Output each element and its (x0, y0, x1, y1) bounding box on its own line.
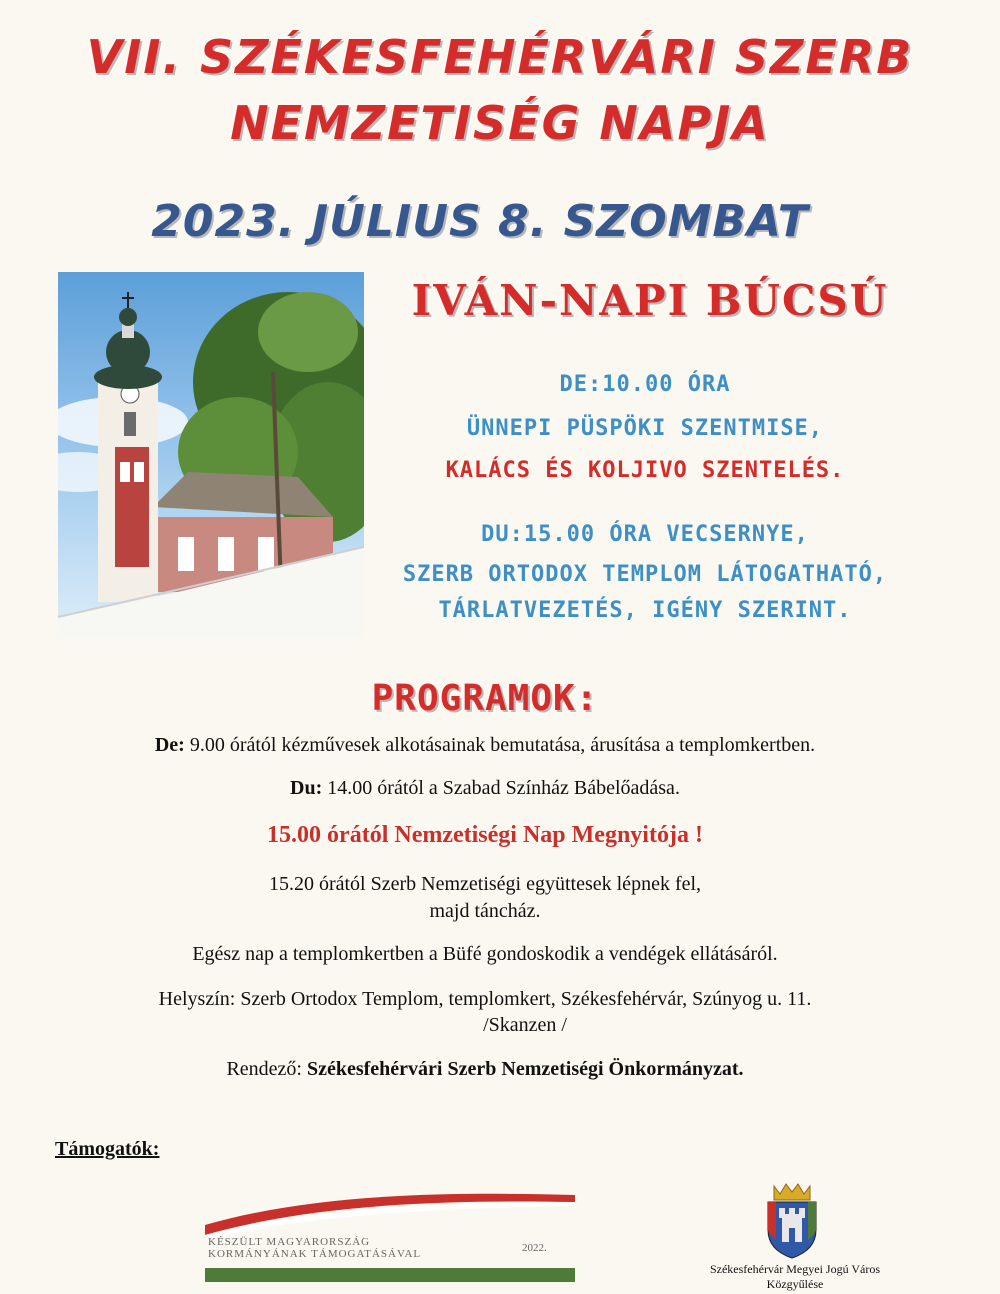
morning-blessing: KALÁCS ÉS KOLJIVO SZENTELÉS. (445, 458, 845, 483)
government-logo-year: 2022. (522, 1242, 547, 1254)
program-afternoon-text: 14.00 órától a Szabad Színház Bábelőadása. (322, 777, 680, 799)
afternoon-visit: SZERB ORTODOX TEMPLOM LÁTOGATHATÓ, (402, 562, 888, 587)
city-line-1: Székesfehérvár Megyei Jogú Város (709, 1262, 881, 1276)
city-council (660, 1262, 930, 1292)
city-line-2: Közgyűlése (766, 1277, 824, 1291)
event-date: 2023. JÚLIUS 8. SZOMBAT (151, 196, 809, 247)
supporters-label: Támogatók: (55, 1138, 160, 1160)
afternoon-time: DU:15.00 ÓRA VECSERNYE, (481, 522, 809, 547)
opening-highlight: 15.00 órától Nemzetiségi Nap Megnyitója ! (267, 822, 703, 848)
church-photo-illustration (58, 272, 364, 638)
crest-illustration (762, 1180, 822, 1260)
afternoon-tour: TÁRLATVEZETÉS, IGÉNY SZERINT. (438, 598, 852, 623)
morning-time: DE:10.00 ÓRA (559, 372, 731, 397)
morning-service: ÜNNEPI PÜSPÖKI SZENTMISE, (466, 416, 824, 441)
title-line-2: NEMZETISÉG NAPJA (230, 96, 770, 150)
program-morning (0, 734, 970, 757)
ensembles-line-2: majd táncház. (429, 900, 541, 922)
government-logo-line-1: KÉSZÜLT MAGYARORSZÁG (208, 1236, 371, 1248)
church-photo (58, 272, 364, 638)
ensembles-line-1: 15.20 órától Szerb Nemzetiségi együttesek lépnek fel, (268, 873, 702, 895)
organizer (0, 1058, 970, 1081)
title-line-1: VII. SZÉKESFEHÉRVÁRI SZERB (86, 30, 914, 84)
government-logo-line-2: KORMÁNYÁNAK TÁMOGATÁSÁVAL (208, 1248, 422, 1260)
government-logo-text (208, 1236, 421, 1260)
program-morning-text: 9.00 órától kézművesek alkotásainak bemutatása, árusítása a templomkertben. (184, 734, 816, 756)
program-morning-label: De: (154, 734, 185, 756)
location-line-1: Helyszín: Szerb Ortodox Templom, templomkert, Székesfehérvár, Szúnyog u. 11. (158, 988, 812, 1010)
buffet-info: Egész nap a templomkertben a Büfé gondoskodik a vendégek ellátásáról. (192, 943, 778, 965)
programs-heading: PROGRAMOK: (371, 678, 599, 719)
program-afternoon (0, 777, 970, 800)
event-name: IVÁN-NAPI BÚCSÚ (411, 276, 889, 325)
organizer-label: Rendező: (226, 1058, 307, 1080)
szekesfehervar-coat-of-arms-icon (762, 1180, 822, 1260)
location-line-2: /Skanzen / (483, 1014, 567, 1036)
government-logo (200, 1190, 580, 1290)
program-afternoon-label: Du: (290, 777, 323, 799)
organizer-name: Székesfehérvári Szerb Nemzetiségi Önkormányzat. (306, 1058, 744, 1080)
